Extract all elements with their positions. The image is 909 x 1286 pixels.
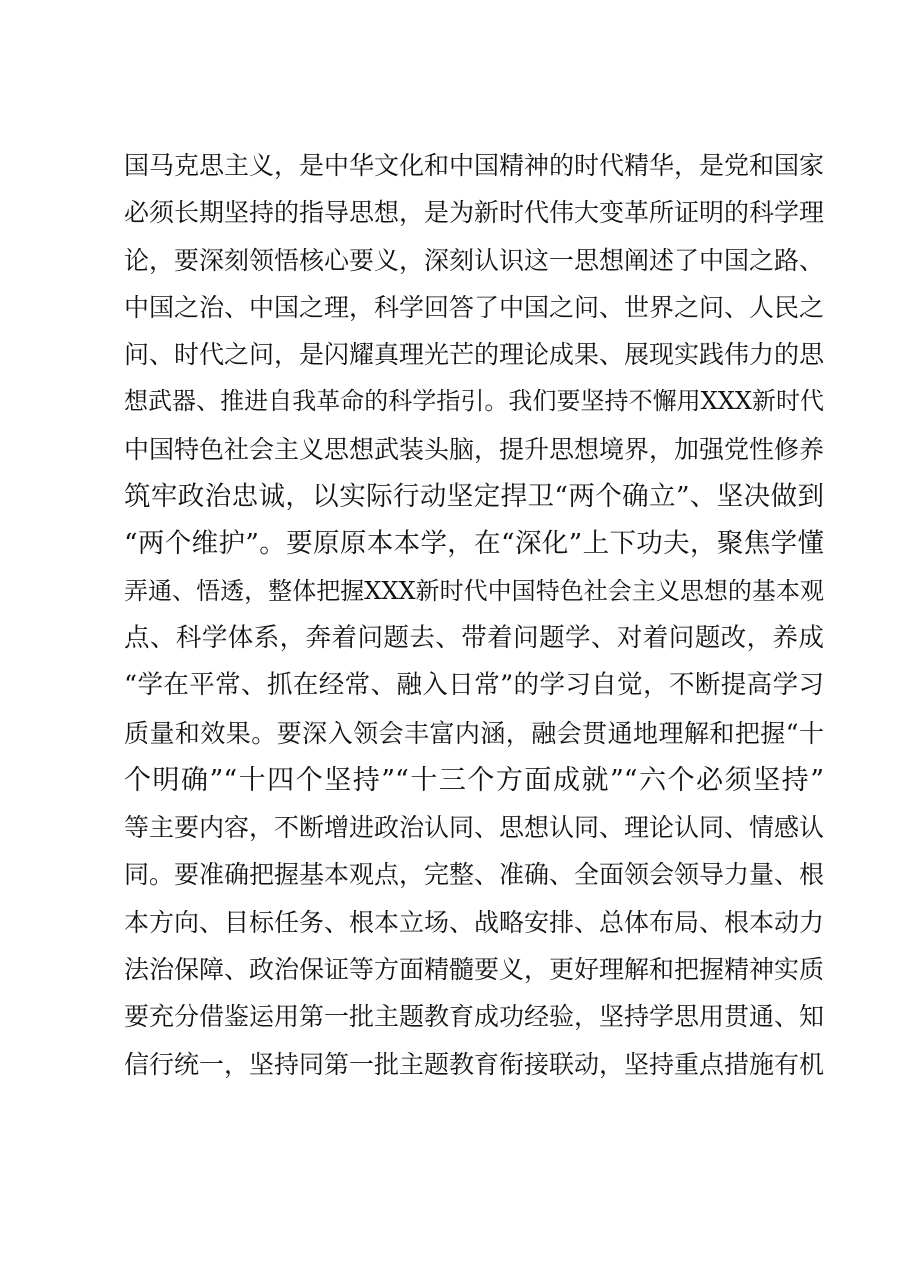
text-line: 本方向、目标任务、根本立场、战略安排、总体布局、根本动力	[124, 907, 824, 937]
text-line: 点、科学体系，奔着问题去、带着问题学、对着问题改，养成	[124, 622, 824, 653]
text-line: 法治保障、政治保证等方面精髓要义，更好理解和把握精神实质	[124, 955, 824, 985]
text-line: 中国之治、中国之理，科学回答了中国之问、世界之问、人民之	[124, 292, 824, 322]
text-line: 论，要深刻领悟核心要义，深刻认识这一思想阐述了中国之路、	[124, 245, 824, 275]
text-line: 同。要准确把握基本观点，完整、准确、全面领会领导力量、根	[124, 860, 824, 890]
text-line: 国马克思主义，是中华文化和中国精神的时代精华，是党和国家	[124, 151, 824, 180]
text-line: 问、时代之问，是闪耀真理光芒的理论成果、展现实践伟力的思	[124, 340, 824, 370]
text-line: 筑牢政治忠诚，以实际行动坚定捍卫“两个确立”、坚决做到	[124, 481, 824, 513]
text-line: 质量和效果。要深入领会丰富内涵，融会贯通地理解和把握“十	[124, 718, 824, 748]
body-text	[124, 142, 824, 1088]
text-line: 要充分借鉴运用第一批主题教育成功经验，坚持学思用贯通、知	[124, 1002, 824, 1032]
text-line: 等主要内容，不断增进政治认同、思想认同、理论认同、情感认	[124, 813, 824, 843]
text-line: 信行统一，坚持同第一批主题教育衔接联动，坚持重点措施有机	[124, 1049, 824, 1079]
text-line: 必须长期坚持的指导思想，是为新时代伟大变革所证明的科学理	[124, 198, 824, 228]
text-line: 中国特色社会主义思想武装头脑，提升思想境界，加强党性修养	[124, 434, 824, 464]
text-line: 弄通、悟透，整体把握XXX新时代中国特色社会主义思想的基本观	[124, 576, 824, 605]
text-line: 想武器、推进自我革命的科学指引。我们要坚持不懈用XXX新时代	[124, 387, 824, 416]
text-line: “学在平常、抓在经常、融入日常”的学习自觉，不断提高学习	[124, 670, 824, 701]
text-line: “两个维护”。要原原本本学，在“深化”上下功夫，聚焦学懂	[124, 528, 824, 560]
text-line: 个明确”“十四个坚持”“十三个方面成就”“六个必须坚持”	[124, 764, 824, 796]
